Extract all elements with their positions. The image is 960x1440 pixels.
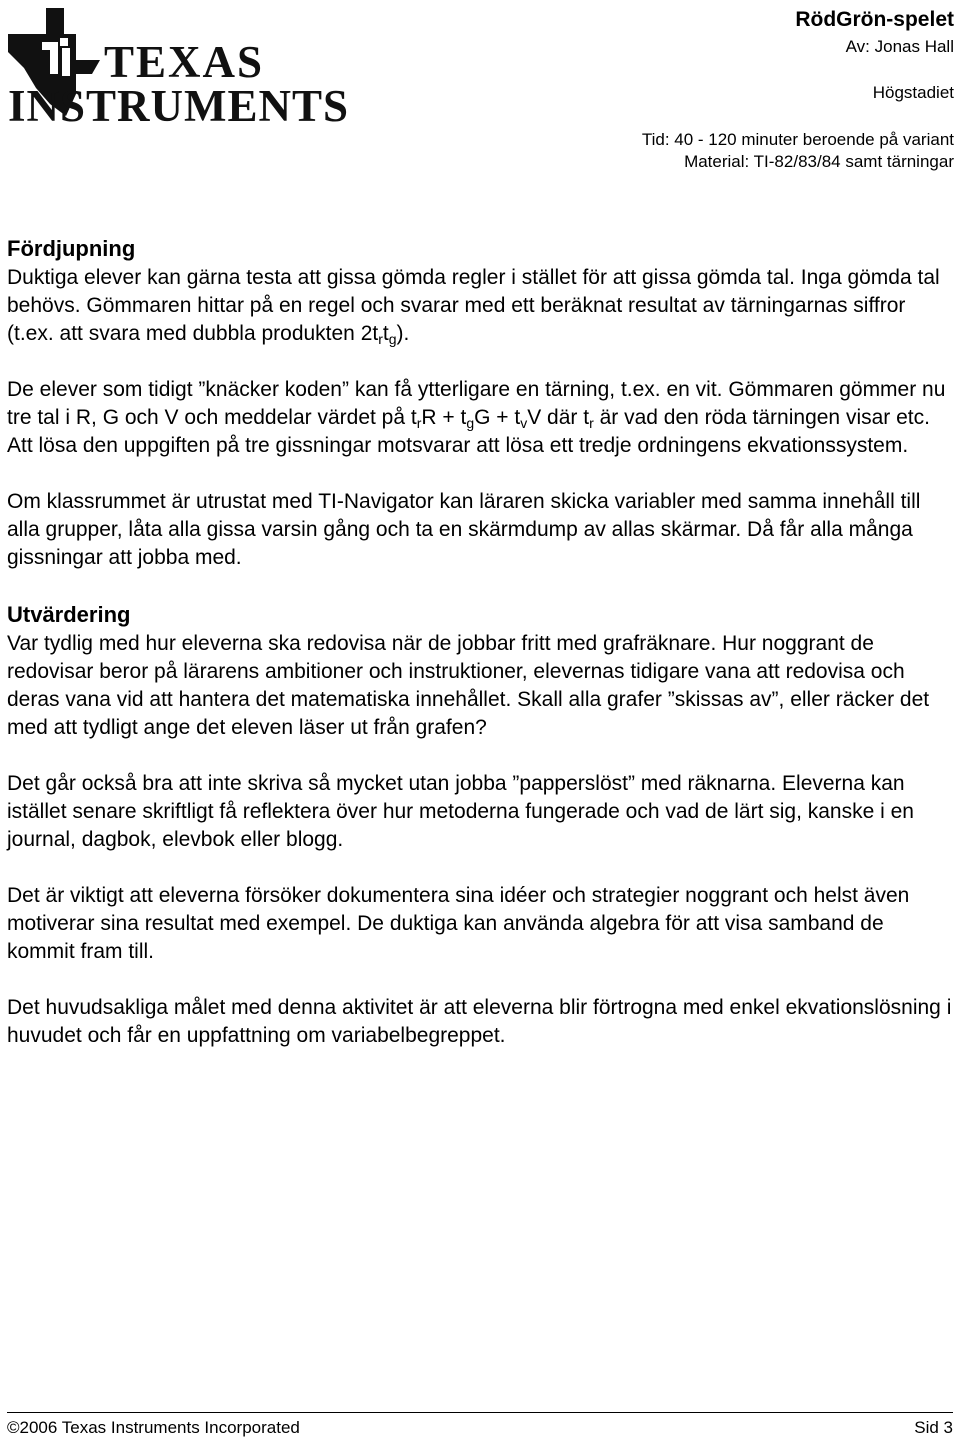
activity-title: RödGrön-spelet bbox=[795, 8, 954, 31]
page-footer bbox=[7, 1412, 953, 1437]
paragraph: Om klassrummet är utrustat med TI-Navigator kan läraren skicka variabler med samma innehåll till alla grupper, låta alla gissa varsin gång och ta en skärmdump av allas skärmar. Då får alla många gissningar att jobba med. bbox=[7, 490, 921, 569]
subscript: g bbox=[388, 331, 397, 347]
paragraph: Det går också bra att inte skriva så mycket utan jobba ”papperslöst” med räknarna. Eleverna kan istället senare skriftligt få reflektera över hur metoderna fungerade och vad de lärt sig, kanske i en journal, dagbok, elevbok eller blogg. bbox=[7, 772, 914, 851]
section-heading-utvardering: Utvärdering bbox=[7, 602, 131, 627]
document-body bbox=[7, 234, 953, 1050]
paragraph: Det huvudsakliga målet med denna aktivitet är att eleverna blir förtrogna med enkel ekvationslösning i huvudet och får en uppfattning om variabelbegreppet. bbox=[7, 996, 952, 1047]
author: Av: Jonas Hall bbox=[845, 37, 954, 56]
paragraph bbox=[7, 264, 953, 348]
material-list: Material: TI-82/83/84 samt tärningar bbox=[684, 152, 954, 171]
paragraph-text: R + t bbox=[421, 406, 467, 429]
paragraph-text: ). bbox=[396, 322, 410, 345]
section-heading-fordjupning: Fördjupning bbox=[7, 236, 136, 261]
school-level: Högstadiet bbox=[872, 83, 954, 102]
time-estimate: Tid: 40 - 120 minuter beroende på variant bbox=[641, 130, 954, 149]
logo-text-texas: TEXAS bbox=[104, 37, 265, 87]
paragraph-text: De elever som tidigt ”knäcker koden” kan få ytterligare en tärning, t.ex. en vit. Gömmaren gömmer nu tre tal i R, G och V och meddelar värdet på t bbox=[7, 378, 946, 429]
logo-text-instruments: INSTRUMENTS bbox=[8, 81, 350, 131]
paragraph: Var tydlig med hur eleverna ska redovisa när de jobbar fritt med grafräknare. Hur noggrant de redovisar beror på lärarens ambitioner och instruktioner, elevernas tidigare vana att redovisa och deras vana vid att hantera det matematiska innehållet. Skall alla grafer ”skissas av”, eller räcker det med att tydligt ange det eleven läser ut från grafen? bbox=[7, 632, 930, 739]
paragraph-text: t bbox=[382, 322, 389, 345]
paragraph bbox=[7, 376, 953, 460]
subscript: r bbox=[378, 331, 383, 347]
paragraph-text: V där t bbox=[527, 406, 590, 429]
paragraph-text: G + t bbox=[474, 406, 521, 429]
paragraph: Det är viktigt att eleverna försöker dokumentera sina idéer och strategier noggrant och helst även motiverar sina resultat med exempel. De duktiga kan använda algebra för att visa samband de kommit fram till. bbox=[7, 884, 910, 963]
paragraph-text: är vad den röda tärningen visar etc. Att lösa den uppgiften på tre gissningar motsvarar att lösa ett tredje ordningens ekvationssystem. bbox=[7, 406, 930, 457]
ti-logo bbox=[6, 4, 356, 131]
copyright: ©2006 Texas Instruments Incorporated bbox=[7, 1418, 300, 1437]
paragraph-text: Duktiga elever kan gärna testa att gissa gömda regler i stället för att gissa gömda tal. Inga gömda tal behövs. Gömmaren hittar på en regel och svarar med ett beräknat resultat av tärningarnas siffror (t.ex. att svara med dubbla produkten 2t bbox=[7, 266, 940, 345]
subscript: r bbox=[589, 415, 594, 431]
subscript: v bbox=[520, 415, 528, 431]
subscript: r bbox=[416, 415, 422, 431]
subscript: g bbox=[466, 415, 475, 431]
page-header bbox=[0, 0, 960, 200]
page-number: Sid 3 bbox=[914, 1418, 953, 1437]
